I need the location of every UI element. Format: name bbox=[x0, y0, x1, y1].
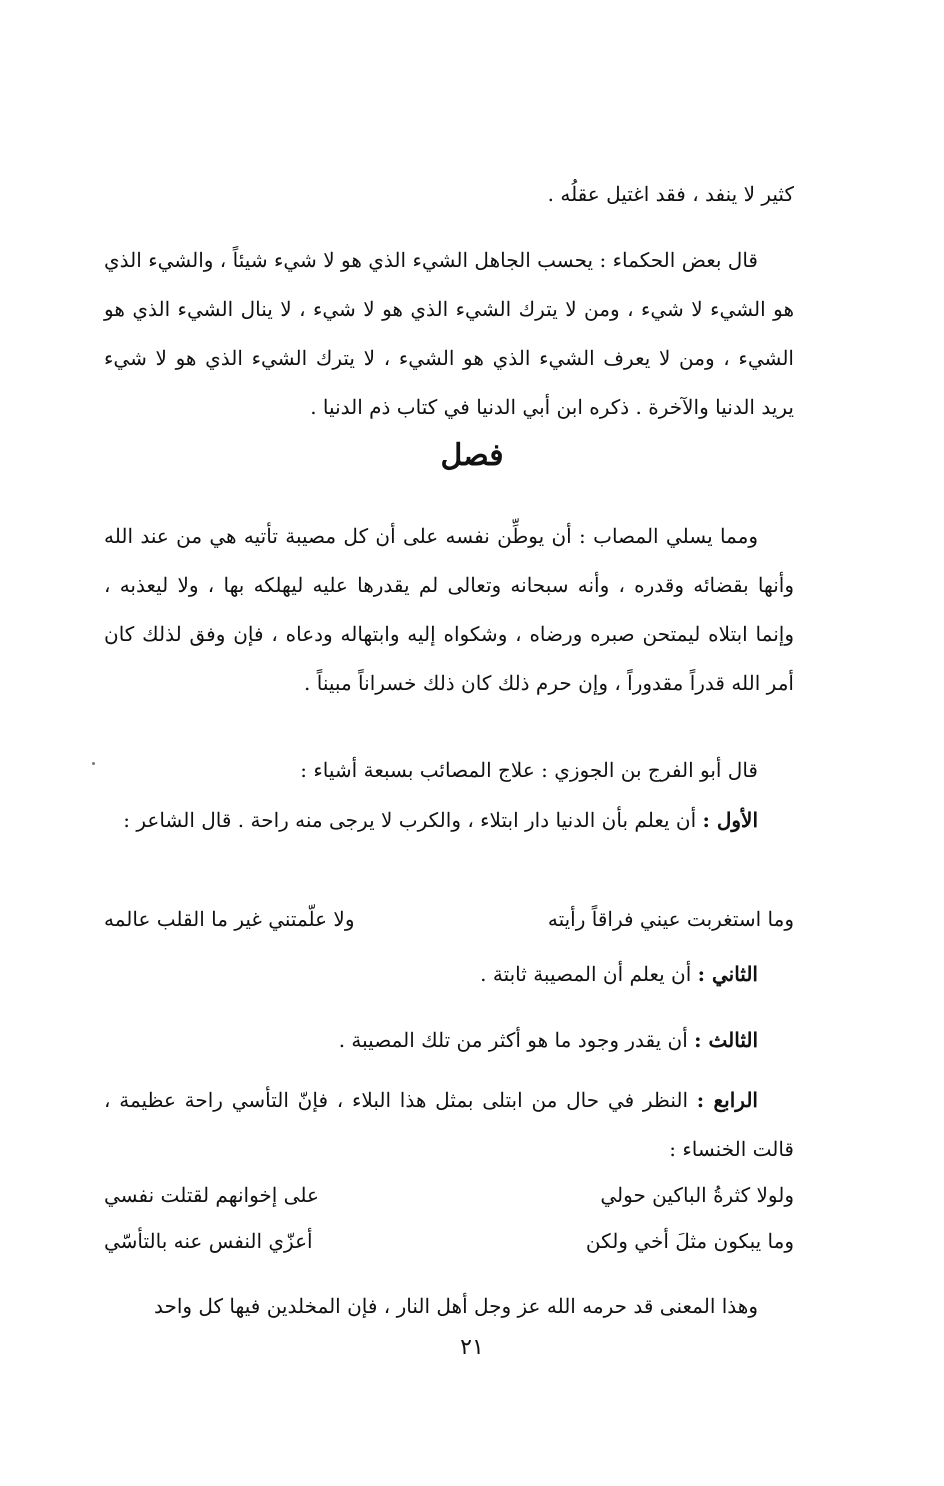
paragraph-fourth-point bbox=[104, 1076, 794, 1174]
point-text: أن يعلم بأن الدنيا دار ابتلاء ، والكرب لا يرجى منه راحة . قال الشاعر : bbox=[123, 808, 703, 832]
verse-hemistich-first: وما يبكون مثلَ أخي ولكن bbox=[585, 1229, 794, 1253]
verse-hemistich-second: على إخوانهم لقتلت نفسي bbox=[104, 1183, 319, 1207]
paragraph-consolation: ومما يسلي المصاب : أن يوطِّن نفسه على أن كل مصيبة تأتيه هي من عند الله وأنها بقضائه وقدره ، وأنه سبحانه وتعالى لم يقدرها عليه ليهلكه بها ، ولا ليعذبه ، وإنما ابتلاه ليمتحن صبره ورضاه ، وشكواه إليه وابتهاله ودعاه ، فإن وفق لذلك كان أمر الله قدراً مقدوراً ، وإن حرم ذلك كان ذلك خسراناً مبيناً . bbox=[104, 524, 794, 695]
point-label: الثاني : bbox=[697, 962, 758, 986]
point-text: أن يعلم أن المصيبة ثابتة . bbox=[480, 962, 698, 986]
paragraph-third-point bbox=[104, 1016, 794, 1065]
point-text: النظر في حال من ابتلى بمثل هذا البلاء ، فإنّ التأسي راحة عظيمة ، قالت الخنساء : bbox=[104, 1088, 794, 1161]
verse-line bbox=[104, 1172, 794, 1218]
point-text: أن يقدر وجود ما هو أكثر من تلك المصيبة . bbox=[338, 1028, 695, 1052]
paragraph-continuation: كثير لا ينفد ، فقد اغتيل عقلُه . bbox=[547, 182, 794, 206]
paragraph-first-point bbox=[104, 796, 794, 845]
page-number: ٢١ bbox=[460, 1335, 484, 1360]
verse-line bbox=[104, 896, 794, 942]
paragraph-ibn-jawzi: قال أبو الفرج بن الجوزي : علاج المصائب بسبعة أشياء : bbox=[300, 758, 758, 782]
scan-speck bbox=[92, 762, 95, 765]
section-heading: فصل bbox=[440, 438, 504, 473]
verse-hemistich-second: ولا علّمتني غير ما القلب عالمه bbox=[104, 907, 355, 931]
poem-verse-1 bbox=[104, 896, 794, 942]
verse-hemistich-first: ولولا كثرةُ الباكين حولي bbox=[600, 1183, 794, 1207]
verse-hemistich-first: وما استغربت عيني فراقاً رأيته bbox=[547, 907, 794, 931]
paragraph-second-point bbox=[104, 950, 794, 999]
paragraph-closing: وهذا المعنى قد حرمه الله عز وجل أهل النار ، فإن المخلدين فيها كل واحد bbox=[153, 1294, 758, 1318]
point-label: الثالث : bbox=[694, 1028, 758, 1052]
verse-hemistich-second: أعزّي النفس عنه بالتأسّي bbox=[104, 1229, 313, 1253]
paragraph-wise-saying: قال بعض الحكماء : يحسب الجاهل الشيء الذي هو لا شيء شيئاً ، والشيء الذي هو الشيء لا شيء ، ومن لا يترك الشيء الذي هو لا شيء ، لا ينال الشيء الذي هو الشيء ، ومن لا يعرف الشيء الذي هو الشيء ، لا يترك الشيء الذي هو لا شيء يريد الدنيا والآخرة . ذكره ابن أبي الدنيا في كتاب ذم الدنيا . bbox=[104, 248, 794, 419]
poem-khansa bbox=[104, 1172, 794, 1264]
verse-line bbox=[104, 1218, 794, 1264]
point-label: الرابع : bbox=[696, 1088, 758, 1112]
point-label: الأول : bbox=[702, 808, 758, 832]
